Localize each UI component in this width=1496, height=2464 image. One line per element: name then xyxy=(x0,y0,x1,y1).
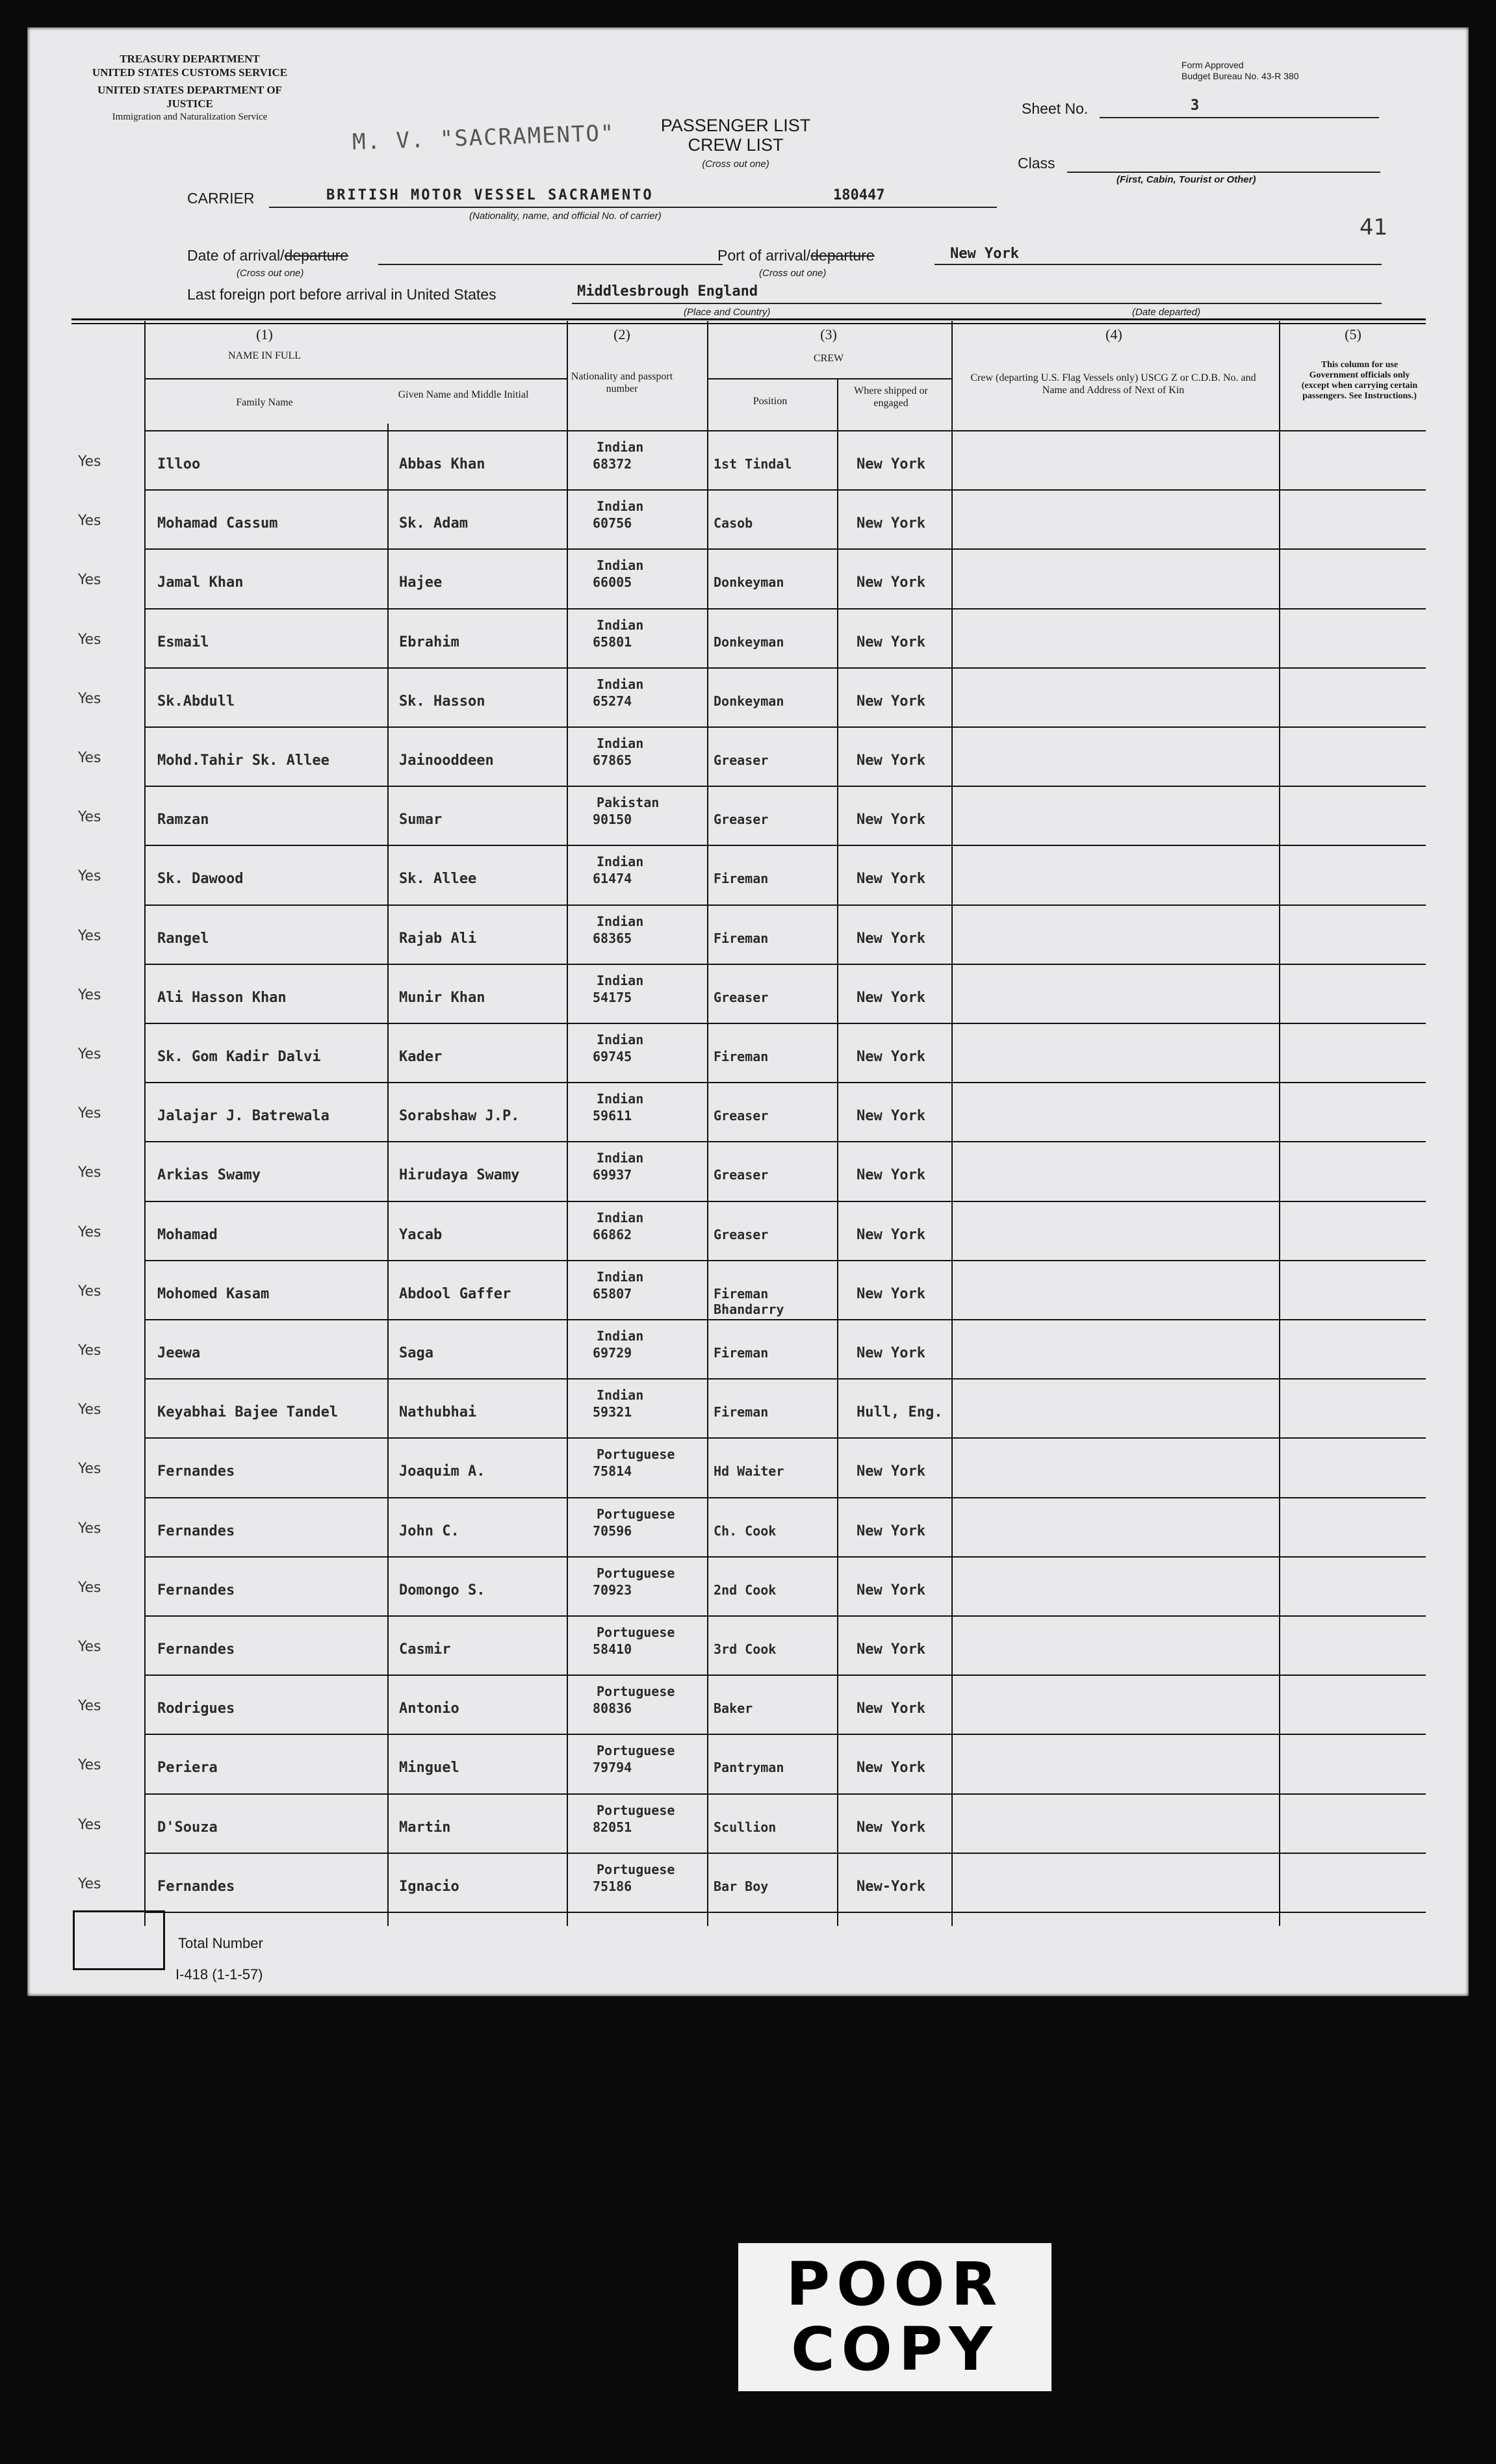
nationality-cell: Indian xyxy=(597,1091,644,1107)
given-name-cell: Ignacio xyxy=(399,1878,459,1895)
row-mark: Yes xyxy=(78,454,101,470)
given-name-cell: Joaquim A. xyxy=(399,1463,485,1480)
nationality-cell: Portuguese xyxy=(597,1446,675,1463)
passport-number-cell: 69729 xyxy=(593,1345,632,1361)
row-mark: Yes xyxy=(78,1698,101,1715)
given-name-cell: Kader xyxy=(399,1049,443,1065)
row-mark: Yes xyxy=(78,513,101,530)
where-shipped-cell: New York xyxy=(857,752,925,769)
row-mark: Yes xyxy=(78,1579,101,1596)
row-divider xyxy=(144,667,1426,669)
passport-number-cell: 69745 xyxy=(593,1049,632,1064)
row-mark: Yes xyxy=(78,1639,101,1655)
col-position: Position xyxy=(753,396,788,407)
document-sheet xyxy=(27,27,1469,1996)
passport-number-cell: 65801 xyxy=(593,634,632,650)
where-shipped-cell: New York xyxy=(857,1760,925,1777)
row-mark: Yes xyxy=(78,986,101,1003)
family-name-cell: Arkias Swamy xyxy=(157,1167,261,1184)
row-divider xyxy=(144,548,1426,550)
nationality-cell: Portuguese xyxy=(597,1861,675,1877)
dept-line-1: TREASURY DEPARTMENT xyxy=(120,53,260,65)
arrival-struck: departure xyxy=(284,247,349,264)
dept-line-4: Immigration and Naturalization Service xyxy=(112,112,268,122)
passport-number-cell: 65274 xyxy=(593,693,632,709)
family-name-cell: Keyabhai Bajee Tandel xyxy=(157,1404,339,1421)
arrival-label: Date of arrival/departure xyxy=(187,247,349,264)
nationality-cell: Indian xyxy=(597,676,644,692)
given-name-cell: Munir Khan xyxy=(399,989,485,1006)
row-mark: Yes xyxy=(78,1164,101,1181)
where-shipped-cell: New York xyxy=(857,693,925,710)
position-cell: 3rd Cook xyxy=(714,1641,777,1657)
position-cell: Donkeyman xyxy=(714,634,784,650)
position-cell: Fireman xyxy=(714,1404,769,1420)
family-name-cell: Fernandes xyxy=(157,1582,235,1598)
where-shipped-cell: New York xyxy=(857,1463,925,1480)
nationality-cell: Pakistan xyxy=(597,795,660,811)
col4-title: Crew (departing U.S. Flag Vessels only) USCG Z or C.D.B. No. and Name and Address of Next of Kin xyxy=(970,372,1256,396)
given-name-cell: Abdool Gaffer xyxy=(399,1285,511,1302)
where-shipped-cell: New York xyxy=(857,1522,925,1539)
col-where-shipped: Where shipped or engaged xyxy=(854,385,928,409)
poor-copy-stamp xyxy=(738,2243,1051,2391)
where-shipped-cell: New York xyxy=(857,871,925,888)
position-cell: Pantryman xyxy=(714,1760,784,1776)
row-mark: Yes xyxy=(78,690,101,707)
passport-number-cell: 66862 xyxy=(593,1226,632,1242)
row-mark: Yes xyxy=(78,927,101,944)
row-divider xyxy=(144,1793,1426,1795)
where-shipped-cell: New York xyxy=(857,1641,925,1658)
nationality-cell: Indian xyxy=(597,498,644,515)
given-name-cell: Hajee xyxy=(399,574,443,591)
row-mark: Yes xyxy=(78,1520,101,1537)
dept-line-2: UNITED STATES CUSTOMS SERVICE xyxy=(92,66,288,79)
row-divider xyxy=(144,905,1426,906)
nationality-cell: Indian xyxy=(597,558,644,574)
where-shipped-cell: New York xyxy=(857,812,925,828)
row-divider xyxy=(144,726,1426,728)
nationality-cell: Indian xyxy=(597,1150,644,1166)
family-name-cell: Mohamad Cassum xyxy=(157,515,278,532)
row-divider xyxy=(144,1734,1426,1735)
where-shipped-cell: New York xyxy=(857,1700,925,1717)
nationality-cell: Portuguese xyxy=(597,1684,675,1700)
passport-number-cell: 65807 xyxy=(593,1285,632,1302)
title-passenger: PASSENGER LIST xyxy=(660,116,811,135)
sheet-no-label: Sheet No. xyxy=(1022,100,1089,117)
position-cell: Donkeyman xyxy=(714,693,784,709)
class-label: Class xyxy=(1018,155,1055,172)
where-shipped-cell: New York xyxy=(857,1226,925,1243)
col-family-name: Family Name xyxy=(236,397,293,408)
row-mark: Yes xyxy=(78,1105,101,1122)
position-cell: Fireman Bhandarry xyxy=(714,1285,784,1317)
row-mark: Yes xyxy=(78,1283,101,1300)
where-shipped-cell: New York xyxy=(857,1049,925,1065)
row-mark: Yes xyxy=(78,809,101,826)
family-name-cell: Fernandes xyxy=(157,1463,235,1480)
row-divider xyxy=(144,608,1426,610)
row-mark: Yes xyxy=(78,1875,101,1892)
nationality-cell: Indian xyxy=(597,1328,644,1344)
family-name-cell: Fernandes xyxy=(157,1878,235,1895)
given-name-cell: Sk. Adam xyxy=(399,515,468,532)
family-name-cell: Mohomed Kasam xyxy=(157,1285,270,1302)
nationality-cell: Indian xyxy=(597,972,644,988)
passport-number-cell: 61474 xyxy=(593,871,632,887)
row-divider xyxy=(144,1201,1426,1202)
family-name-cell: Sk.Abdull xyxy=(157,693,235,710)
row-mark: Yes xyxy=(78,1224,101,1240)
total-box xyxy=(73,1910,165,1970)
port-struck: departure xyxy=(810,247,875,264)
department-header xyxy=(86,52,294,124)
family-name-cell: Mohd.Tahir Sk. Allee xyxy=(157,752,329,769)
carrier-note: (Nationality, name, and official No. of carrier) xyxy=(469,211,662,222)
nationality-cell: Indian xyxy=(597,913,644,929)
given-name-cell: Martin xyxy=(399,1819,451,1836)
row-divider xyxy=(144,845,1426,846)
row-divider xyxy=(144,1853,1426,1854)
family-name-cell: Jamal Khan xyxy=(157,574,244,591)
last-port-label: Last foreign port before arrival in United States xyxy=(187,286,497,303)
position-cell: Greaser xyxy=(714,989,769,1005)
family-name-cell: Illoo xyxy=(157,456,201,472)
position-cell: Greaser xyxy=(714,812,769,828)
row-divider xyxy=(144,1260,1426,1261)
family-name-cell: Ali Hasson Khan xyxy=(157,989,287,1006)
where-shipped-cell: New-York xyxy=(857,1878,925,1895)
given-name-cell: Sumar xyxy=(399,812,443,828)
passport-number-cell: 67865 xyxy=(593,752,632,768)
passport-number-cell: 79794 xyxy=(593,1760,632,1776)
given-name-cell: Saga xyxy=(399,1345,433,1361)
family-name-cell: Ramzan xyxy=(157,812,209,828)
form-approved-block xyxy=(1181,60,1299,82)
nationality-cell: Indian xyxy=(597,1209,644,1226)
passport-number-cell: 70923 xyxy=(593,1582,632,1598)
col4-number: (4) xyxy=(1105,326,1122,342)
given-name-cell: Nathubhai xyxy=(399,1404,477,1421)
where-shipped-cell: New York xyxy=(857,1285,925,1302)
where-shipped-cell: New York xyxy=(857,456,925,472)
col2-number: (2) xyxy=(613,326,630,342)
nationality-cell: Indian xyxy=(597,617,644,633)
where-shipped-cell: New York xyxy=(857,515,925,532)
nationality-cell: Indian xyxy=(597,439,644,455)
row-mark: Yes xyxy=(78,1342,101,1359)
family-name-cell: Fernandes xyxy=(157,1641,235,1658)
col5-title: This column for use Government officials only (except when carrying certain passengers. See Instructions.) xyxy=(1301,360,1418,401)
given-name-cell: Sk. Hasson xyxy=(399,693,485,710)
where-shipped-cell: New York xyxy=(857,634,925,650)
row-divider xyxy=(144,1675,1426,1676)
nationality-cell: Indian xyxy=(597,1032,644,1047)
where-shipped-cell: New York xyxy=(857,574,925,591)
nationality-cell: Portuguese xyxy=(597,1506,675,1522)
budget-bureau: Budget Bureau No. 43-R 380 xyxy=(1181,71,1299,81)
form-approved: Form Approved xyxy=(1181,60,1244,70)
passport-number-cell: 75814 xyxy=(593,1463,632,1480)
row-mark: Yes xyxy=(78,868,101,885)
where-shipped-cell: New York xyxy=(857,930,925,947)
carrier-label: CARRIER xyxy=(187,190,255,207)
position-cell: 2nd Cook xyxy=(714,1582,777,1598)
row-divider xyxy=(144,964,1426,965)
form-code: I-418 (1-1-57) xyxy=(175,1966,263,1983)
col-given-name: Given Name and Middle Initial xyxy=(398,389,529,400)
position-cell: Fireman xyxy=(714,930,769,946)
passport-number-cell: 75186 xyxy=(593,1878,632,1894)
row-mark: Yes xyxy=(78,1046,101,1062)
row-mark: Yes xyxy=(78,1816,101,1833)
passport-number-cell: 68372 xyxy=(593,456,632,472)
passport-number-cell: 54175 xyxy=(593,989,632,1005)
family-name-cell: Rodrigues xyxy=(157,1700,235,1717)
given-name-cell: Casmir xyxy=(399,1641,451,1658)
position-cell: Donkeyman xyxy=(714,574,784,591)
family-name-cell: Fernandes xyxy=(157,1522,235,1539)
poor-copy-line-2: COPY xyxy=(791,2315,999,2384)
given-name-cell: Minguel xyxy=(399,1760,459,1777)
position-cell: Baker xyxy=(714,1700,753,1717)
row-mark: Yes xyxy=(78,750,101,766)
given-name-cell: Rajab Ali xyxy=(399,930,477,947)
family-name-cell: Esmail xyxy=(157,634,209,650)
position-cell: Fireman xyxy=(714,1049,769,1064)
where-shipped-cell: New York xyxy=(857,1345,925,1361)
position-cell: Fireman xyxy=(714,1345,769,1361)
position-cell: Hd Waiter xyxy=(714,1463,784,1480)
passport-number-cell: 82051 xyxy=(593,1819,632,1835)
passport-number-cell: 58410 xyxy=(593,1641,632,1657)
port-note: (Cross out one) xyxy=(759,268,827,279)
passport-number-cell: 69937 xyxy=(593,1167,632,1183)
passport-number-cell: 59321 xyxy=(593,1404,632,1420)
family-name-cell: D'Souza xyxy=(157,1819,218,1836)
position-cell: Greaser xyxy=(714,752,769,768)
row-mark: Yes xyxy=(78,631,101,648)
row-divider xyxy=(144,1082,1426,1083)
nationality-cell: Indian xyxy=(597,1268,644,1285)
row-divider xyxy=(144,1615,1426,1617)
where-shipped-cell: New York xyxy=(857,1167,925,1184)
given-name-cell: Sk. Allee xyxy=(399,871,477,888)
position-cell: Bar Boy xyxy=(714,1878,769,1894)
passport-number-cell: 60756 xyxy=(593,515,632,532)
row-mark: Yes xyxy=(78,1402,101,1418)
row-divider xyxy=(144,1497,1426,1498)
row-mark: Yes xyxy=(78,1461,101,1478)
given-name-cell: Antonio xyxy=(399,1700,459,1717)
nationality-cell: Indian xyxy=(597,736,644,751)
where-shipped-cell: New York xyxy=(857,1819,925,1836)
list-title xyxy=(638,116,833,174)
total-number-label: Total Number xyxy=(178,1935,263,1951)
family-name-cell: Jeewa xyxy=(157,1345,201,1361)
given-name-cell: Domongo S. xyxy=(399,1582,485,1598)
col-nationality: Nationality and passport number xyxy=(571,371,673,394)
col1-title: NAME IN FULL xyxy=(228,350,301,361)
row-divider xyxy=(144,1023,1426,1024)
row-divider xyxy=(144,1912,1426,1913)
given-name-cell: Hirudaya Swamy xyxy=(399,1167,520,1184)
where-shipped-cell: Hull, Eng. xyxy=(857,1404,943,1421)
row-mark: Yes xyxy=(78,572,101,589)
port-label: Port of arrival/departure xyxy=(717,247,875,264)
nationality-cell: Portuguese xyxy=(597,1802,675,1818)
family-name-cell: Sk. Dawood xyxy=(157,871,244,888)
nationality-cell: Indian xyxy=(597,1387,644,1404)
given-name-cell: Yacab xyxy=(399,1226,443,1243)
nationality-cell: Portuguese xyxy=(597,1624,675,1640)
position-cell: Greaser xyxy=(714,1226,769,1242)
row-divider xyxy=(144,1378,1426,1380)
port-value: New York xyxy=(950,246,1019,262)
given-name-cell: Ebrahim xyxy=(399,634,459,650)
row-divider xyxy=(144,1556,1426,1558)
nationality-cell: Portuguese xyxy=(597,1743,675,1759)
vessel-stamp: M. V. "SACRAMENTO" xyxy=(352,120,616,156)
family-name-cell: Rangel xyxy=(157,930,209,947)
where-shipped-cell: New York xyxy=(857,1582,925,1598)
poor-copy-line-1: POOR xyxy=(786,2250,1004,2319)
class-note: (First, Cabin, Tourist or Other) xyxy=(1116,174,1256,185)
position-cell: Greaser xyxy=(714,1167,769,1183)
col1-number: (1) xyxy=(256,326,273,342)
carrier-number: 180447 xyxy=(833,187,885,203)
arrival-note: (Cross out one) xyxy=(237,268,304,279)
position-cell: Ch. Cook xyxy=(714,1522,777,1539)
position-cell: Scullion xyxy=(714,1819,777,1835)
given-name-cell: Jainooddeen xyxy=(399,752,494,769)
where-shipped-cell: New York xyxy=(857,989,925,1006)
passport-number-cell: 80836 xyxy=(593,1700,632,1717)
row-divider xyxy=(144,1437,1426,1439)
given-name-cell: Sorabshaw J.P. xyxy=(399,1108,520,1125)
passport-number-cell: 59611 xyxy=(593,1108,632,1124)
position-cell: 1st Tindal xyxy=(714,456,792,472)
position-cell: Fireman xyxy=(714,871,769,887)
passport-number-cell: 90150 xyxy=(593,812,632,828)
row-divider xyxy=(144,1319,1426,1320)
nationality-cell: Portuguese xyxy=(597,1565,675,1581)
col3-number: (3) xyxy=(820,326,837,342)
col-crew: CREW xyxy=(813,353,844,364)
sheet-no-value: 3 xyxy=(1191,97,1200,114)
passport-number-cell: 66005 xyxy=(593,574,632,591)
row-divider xyxy=(144,1141,1426,1142)
page-number: 41 xyxy=(1360,214,1388,240)
dept-line-3: UNITED STATES DEPARTMENT OF JUSTICE xyxy=(97,84,282,110)
position-cell: Greaser xyxy=(714,1108,769,1124)
family-name-cell: Mohamad xyxy=(157,1226,218,1243)
passport-number-cell: 70596 xyxy=(593,1522,632,1539)
title-cross-out: (Cross out one) xyxy=(702,159,769,170)
row-divider xyxy=(144,489,1426,491)
title-crew: CREW LIST xyxy=(688,135,784,155)
given-name-cell: John C. xyxy=(399,1522,459,1539)
family-name-cell: Jalajar J. Batrewala xyxy=(157,1108,329,1125)
where-shipped-cell: New York xyxy=(857,1108,925,1125)
nationality-cell: Indian xyxy=(597,854,644,870)
row-divider xyxy=(144,786,1426,787)
family-name-cell: Periera xyxy=(157,1760,218,1777)
passport-number-cell: 68365 xyxy=(593,930,632,946)
family-name-cell: Sk. Gom Kadir Dalvi xyxy=(157,1049,321,1065)
carrier-value: BRITISH MOTOR VESSEL SACRAMENTO xyxy=(326,187,654,203)
place-note: (Place and Country) xyxy=(684,307,771,318)
last-port-value: Middlesbrough England xyxy=(577,283,758,300)
given-name-cell: Abbas Khan xyxy=(399,456,485,472)
row-mark: Yes xyxy=(78,1757,101,1774)
position-cell: Casob xyxy=(714,515,753,532)
date-departed-note: (Date departed) xyxy=(1132,307,1201,318)
col5-number: (5) xyxy=(1345,326,1361,342)
